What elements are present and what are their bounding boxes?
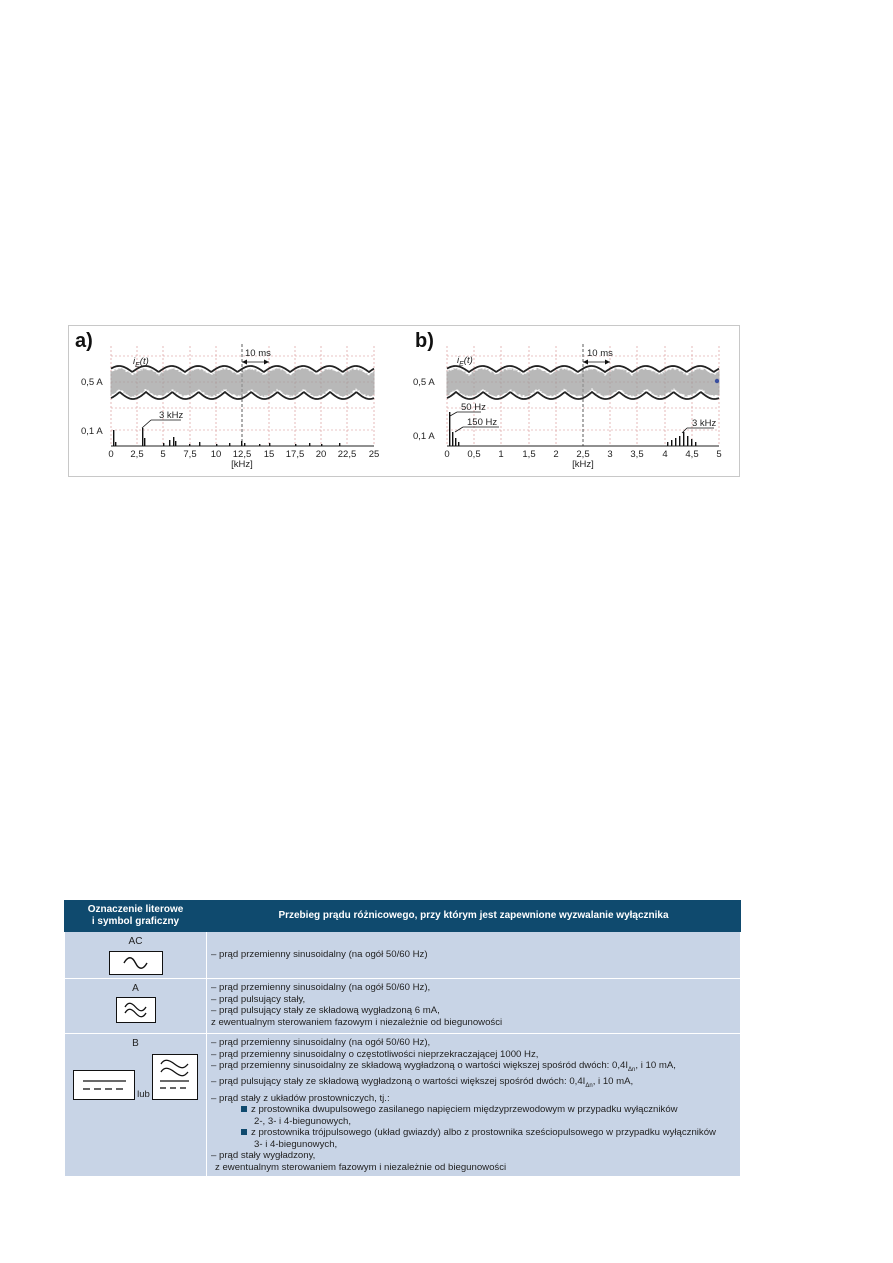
desc-line: – prąd pulsujący stały,	[211, 993, 306, 1005]
desc-line: z ewentualnym sterowaniem fazowym i niezależnie od biegunowości	[211, 1016, 503, 1028]
ac-symbol-icon	[109, 951, 163, 975]
panel-a-time-marker: 10 ms	[245, 348, 271, 359]
panel-b-noise-band	[447, 368, 719, 397]
panel-a-lower-envelope	[111, 392, 374, 399]
panel-b-annot-150hz: 150 Hz	[467, 417, 498, 428]
panel-b-label: b)	[415, 330, 434, 352]
square-bullet-icon	[241, 1106, 247, 1112]
type-code: A	[132, 983, 139, 994]
panel-b-xtick: 2	[553, 449, 559, 460]
panel-b-xtick: 2,5	[576, 449, 590, 460]
type-cell-ac	[65, 932, 207, 979]
desc-cell-a	[207, 979, 741, 1034]
panel-a-noise-band	[111, 368, 374, 397]
desc-line: – prąd pulsujący stały ze składową wygładzoną o wartości większej spośród dwóch: $0,4I_{\Delta n}$, i 10 mA,	[211, 1076, 634, 1090]
panel-a-signal-label: $i_E(t)$	[133, 356, 149, 369]
desc-line: z ewentualnym sterowaniem fazowym i niezależnie od biegunowości	[215, 1161, 507, 1173]
desc-line: – prąd przemienny sinusoidalny (na ogół 50/60 Hz)	[211, 949, 428, 961]
type-cell-a	[65, 979, 207, 1034]
panel-a-xtick: 25	[368, 449, 380, 460]
table-row	[65, 1034, 741, 1177]
table-row	[65, 932, 741, 979]
header-col-type: Oznaczenie literowe i symbol graficzny	[65, 901, 207, 932]
b-combined-symbol-icon	[152, 1054, 198, 1100]
panel-a-ylabel-05: 0,5 A	[81, 377, 103, 388]
panel-a-xtick: 17,5	[285, 449, 305, 460]
panel-a-xtick: 5	[160, 449, 166, 460]
desc-line: – prąd pulsujący stały ze składową wygładzoną 6 mA,	[211, 1005, 440, 1016]
square-bullet-icon	[241, 1129, 247, 1135]
panel-b-cursor-dot	[715, 379, 719, 383]
desc-line: – prąd stały wygładzony,	[211, 1150, 316, 1162]
panel-a-xtick: 12,5	[232, 449, 252, 460]
panel-b-xtick: 1,5	[522, 449, 536, 460]
header-col-waveform: Przebieg prądu różnicowego, przy którym jest zapewnione wyzwalanie wyłącznika	[207, 901, 741, 932]
panel-b-xtick: 5	[716, 449, 722, 460]
desc-cell-b	[207, 1034, 741, 1177]
panel-b-signal-label: $i_E(t)$	[457, 355, 473, 368]
a-symbol-icon	[116, 997, 156, 1023]
panel-b-xtick: 4,5	[685, 449, 699, 460]
panel-a-plot	[69, 326, 404, 476]
panel-a-xtick: 20	[315, 449, 327, 460]
panel-a-xtick: 2,5	[130, 449, 144, 460]
desc-line: – prąd przemienny sinusoidalny (na ogół 50/60 Hz),	[211, 1037, 431, 1048]
desc-line: – prąd przemienny sinusoidalny ze składową wygładzoną o wartości większej spośród dwóch: $0,4I_{\Delta n}$, i 10 mA,	[211, 1060, 676, 1073]
panel-a-xtick: 10	[210, 449, 222, 460]
panel-a-ylabel-01: 0,1 A	[81, 426, 103, 437]
panel-a-xtick: 7,5	[183, 449, 197, 460]
panel-b-annot-3khz: 3 kHz	[692, 418, 717, 429]
desc-line: – prąd przemienny sinusoidalny o częstotliwości nieprzekraczającej 1000 Hz,	[211, 1048, 539, 1060]
panel-b-time-marker: 10 ms	[587, 348, 613, 359]
panel-a-label: a)	[75, 330, 93, 352]
panel-a-xtick: 22,5	[337, 449, 357, 460]
desc-line: z prostownika dwupulsowego zasilanego napięciem międzyprzewodowym w przypadku wyłączników	[211, 1104, 736, 1116]
panel-a-xtick: 0	[108, 449, 114, 460]
panel-b-xtick: 3	[607, 449, 613, 460]
waveform-figure	[68, 325, 740, 477]
desc-line: – prąd przemienny sinusoidalny (na ogół 50/60 Hz),	[211, 982, 431, 993]
panel-b-xtick: 4	[662, 449, 668, 460]
type-code: AC	[128, 936, 143, 947]
type-cell-b	[65, 1034, 207, 1177]
panel-b-annot-50hz: 50 Hz	[461, 402, 486, 413]
panel-b-xunit: [kHz]	[572, 459, 594, 470]
table-row	[65, 979, 741, 1034]
panel-a-xunit: [kHz]	[231, 459, 253, 470]
desc-cell-ac	[207, 932, 741, 979]
type-code: B	[132, 1038, 139, 1049]
panel-b-xtick: 0,5	[467, 449, 481, 460]
panel-a-spectrum	[113, 428, 340, 446]
panel-b-xtick: 3,5	[630, 449, 644, 460]
panel-b-xtick: 0	[444, 449, 450, 460]
dc-symbol-icon	[73, 1070, 135, 1100]
desc-line: z prostownika trójpulsowego (układ gwiazdy) albo z prostownika sześciopulsowego w przypadku wyłączników	[211, 1127, 736, 1139]
desc-line: 2-, 3- i 4-biegunowych,	[254, 1115, 352, 1127]
panel-a-xtick: 15	[263, 449, 275, 460]
panel-b	[409, 326, 739, 476]
panel-a-annot-3khz: 3 kHz	[159, 410, 184, 421]
rcd-type-table	[64, 900, 741, 1177]
desc-line: – prąd stały z układów prostowniczych, tj.:	[211, 1092, 390, 1104]
panel-b-xtick: 1	[498, 449, 504, 460]
b-symbols	[66, 1054, 205, 1100]
table-header-row	[65, 901, 741, 932]
panel-a	[69, 326, 404, 476]
lub-text: lub	[137, 1089, 150, 1100]
panel-a-upper-envelope	[111, 366, 374, 372]
panel-b-plot	[409, 326, 739, 476]
panel-b-ylabel-01: 0,1 A	[413, 431, 435, 442]
desc-line: 3- i 4-biegunowych,	[254, 1138, 338, 1150]
panel-b-ylabel-05: 0,5 A	[413, 377, 435, 388]
